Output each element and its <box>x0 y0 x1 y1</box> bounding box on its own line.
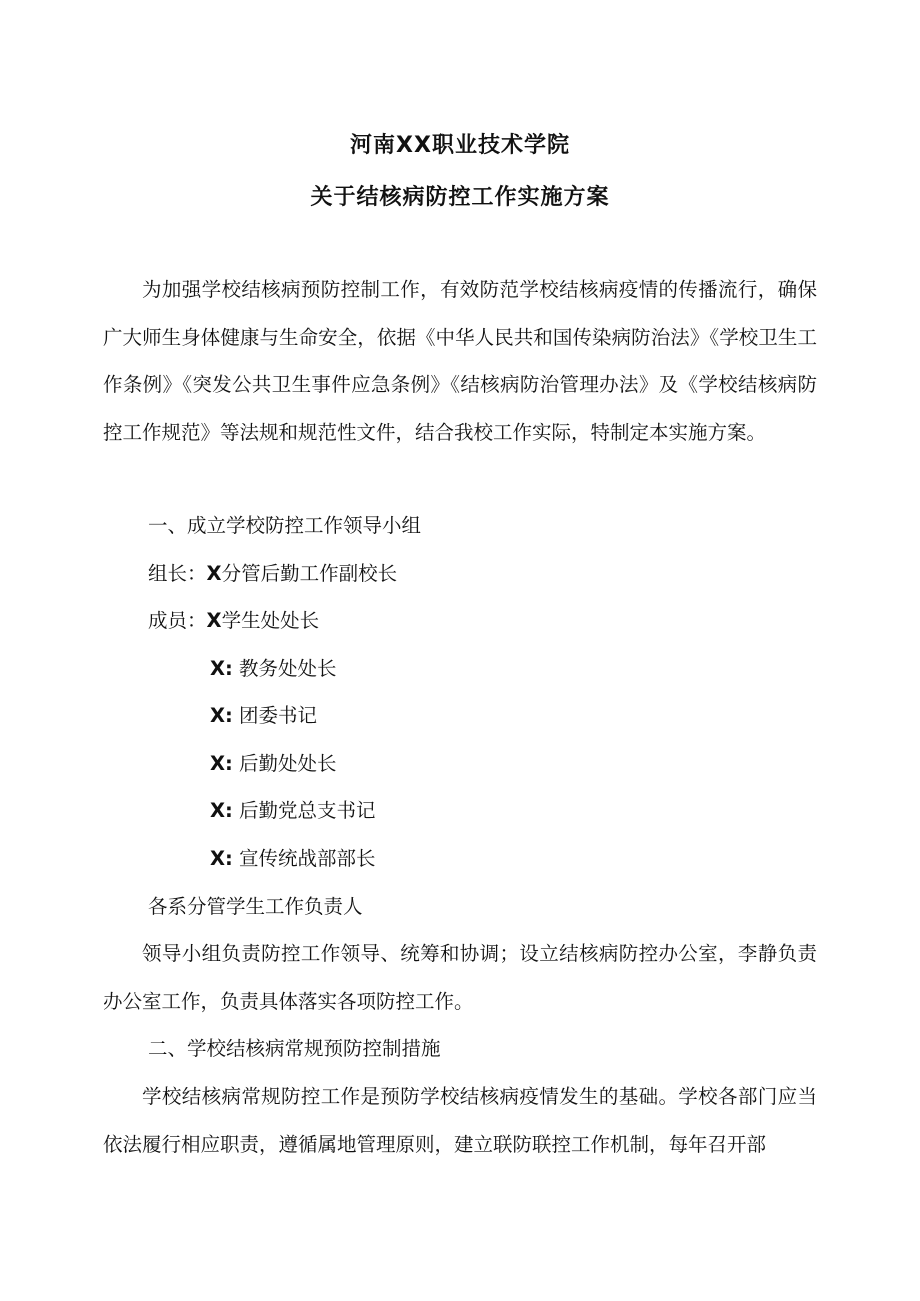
document-title: 河南XX职业技术学院 <box>350 133 570 158</box>
intro-paragraph: 为加强学校结核病预防控制工作，有效防范学校结核病疫情的传播流行，确保广大师生身体健康与生命安全，依据《中华人民共和国传染病防治法》《学校卫生工作条例》《突发公共卫生事件应急条例》《结核病防治管理办法》及《学校结核病防控工作规范》等法规和规范性文件，结合我校工作实际，特制定本实施方案。 <box>103 278 817 444</box>
member-role: 后勤处处长 <box>239 752 337 775</box>
section1-heading: 一、成立学校防控工作领导小组 <box>148 514 422 537</box>
member-name: X: <box>210 847 233 870</box>
member-line <box>148 607 319 635</box>
leader-line <box>148 560 397 588</box>
member-role: 后勤党总支书记 <box>239 799 376 822</box>
member-name: X: <box>210 657 233 680</box>
member-line <box>210 655 337 683</box>
member-name: X <box>206 609 222 632</box>
leader-role: 分管后勤工作副校长 <box>221 562 398 585</box>
member-name: X: <box>210 799 233 822</box>
group-duty-paragraph: 领导小组负责防控工作领导、统筹和协调；设立结核病防控办公室，李静负责办公室工作，负责具体落实各项防控工作。 <box>103 942 817 1013</box>
members-label: 成员： <box>148 609 207 632</box>
member-role: 学生处处长 <box>221 609 320 632</box>
dept-heads-line: 各系分管学生工作负责人 <box>148 895 363 918</box>
member-name: X: <box>210 752 233 775</box>
member-line <box>210 797 376 825</box>
member-line <box>210 702 317 730</box>
leader-name: X <box>206 562 222 585</box>
member-role: 团委书记 <box>239 704 318 727</box>
leader-label: 组长： <box>148 562 207 585</box>
document-subtitle: 关于结核病防控工作实施方案 <box>310 185 610 210</box>
section2-heading: 二、学校结核病常规预防控制措施 <box>148 1037 441 1060</box>
member-line <box>210 750 337 778</box>
member-role: 教务处处长 <box>239 657 337 680</box>
member-role: 宣传统战部部长 <box>239 847 376 870</box>
member-name: X: <box>210 704 233 727</box>
member-line <box>210 845 376 873</box>
section2-paragraph: 学校结核病常规防控工作是预防学校结核病疫情发生的基础。学校各部门应当依法履行相应职责，遵循属地管理原则，建立联防联控工作机制，每年召开部 <box>103 1085 817 1156</box>
